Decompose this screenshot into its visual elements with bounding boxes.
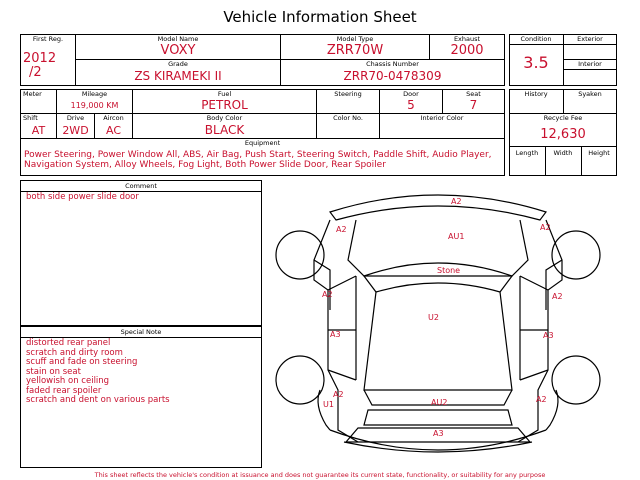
recycle-fee-label: Recycle Fee <box>543 114 583 122</box>
damage-rear-right: A2 <box>536 395 547 404</box>
exhaust-label: Exhaust <box>453 35 481 43</box>
exterior-label: Exterior <box>577 35 603 43</box>
first-reg-label: First Reg. <box>32 35 64 43</box>
recycle-fee-value: 12,630 <box>540 127 586 142</box>
door-cell <box>379 89 443 114</box>
model-type-cell <box>280 34 430 60</box>
roof-outline <box>364 292 512 390</box>
equipment-label: Equipment <box>244 139 281 147</box>
car-diagram <box>268 180 608 470</box>
door-value: 5 <box>407 98 415 112</box>
color-no-cell <box>316 113 380 139</box>
mileage-value: 119,000 KM <box>70 101 119 110</box>
special-note-item: distorted rear panel <box>26 338 111 348</box>
first-reg-year: 2012 <box>23 51 57 66</box>
comment-box <box>20 180 262 326</box>
special-note-list <box>26 339 170 406</box>
body-color-cell <box>132 113 317 139</box>
equipment-text: Power Steering, Power Window All, ABS, Air Bag, Push Start, Steering Switch, Paddle Shift, Audio Player, Navigation System, Alloy Wheels, Fog Light, Both Power Slide Door, Rear Spoiler <box>24 150 492 170</box>
disclaimer-footer: This sheet reflects the vehicle's condition at issuance and does not guarantee its current state, functionality, or suitability for any purpose <box>94 471 546 479</box>
sheet-title: Vehicle Information Sheet <box>223 8 417 26</box>
damage-tailgate: AU2 <box>431 398 448 407</box>
special-note-item: stain on seat <box>26 366 81 377</box>
shift-cell <box>20 113 57 139</box>
body-right-side <box>518 220 562 442</box>
tailgate-outline <box>364 410 512 425</box>
fuel-value: PETROL <box>201 98 248 112</box>
aircon-value: AC <box>105 124 121 137</box>
shift-value: AT <box>31 124 46 137</box>
special-note-item: scuff and fade on steering <box>26 357 138 367</box>
aircon-cell <box>94 113 133 139</box>
fuel-cell <box>132 89 317 114</box>
damage-right-slide-door: A3 <box>543 331 554 340</box>
drive-value: 2WD <box>62 124 89 137</box>
damage-left-slide-door: A3 <box>330 330 341 339</box>
interior-color-cell <box>379 113 505 139</box>
damage-roof: U2 <box>428 313 439 322</box>
damage-front-right: A2 <box>540 223 551 232</box>
wheel-front-right <box>552 231 600 279</box>
grade-label: Grade <box>168 60 188 68</box>
damage-front-bumper: A2 <box>451 197 462 206</box>
damage-rear-left-lower: U1 <box>323 400 334 409</box>
special-note-item: scratch and dent on various parts <box>26 395 170 405</box>
damage-right-front-door: A2 <box>552 292 563 301</box>
meter-cell <box>20 89 57 114</box>
comment-label: Comment <box>125 182 157 190</box>
color-no-label: Color No. <box>333 114 363 122</box>
damage-rear-bumper: A3 <box>433 429 444 438</box>
history-label: History <box>524 90 548 98</box>
chassis-value: ZRR70-0478309 <box>343 69 442 83</box>
drive-label: Drive <box>66 114 85 122</box>
chassis-cell <box>280 59 505 86</box>
first-reg-month: /2 <box>29 65 42 80</box>
special-note-box <box>20 326 262 468</box>
damage-rear-left-quarter: A2 <box>333 390 344 399</box>
mileage-label: Mileage <box>81 90 108 98</box>
height-label: Height <box>588 149 610 157</box>
chassis-label: Chassis Number <box>366 60 419 68</box>
condition-label: Condition <box>520 35 552 43</box>
model-name-value: VOXY <box>160 43 196 58</box>
special-note-item: yellowish on ceiling <box>26 376 110 386</box>
equipment-cell <box>20 138 505 176</box>
wheel-rear-left <box>276 356 324 404</box>
drive-cell <box>56 113 95 139</box>
recycle-fee-cell <box>509 113 617 147</box>
comment-text: both side power slide door <box>26 192 139 202</box>
exhaust-value: 2000 <box>450 43 484 58</box>
interior-label: Interior <box>578 60 602 68</box>
model-name-cell <box>75 34 281 60</box>
syaken-label: Syaken <box>578 90 602 98</box>
special-note-item: faded rear spoiler <box>26 385 102 396</box>
wheel-front-left <box>276 231 324 279</box>
condition-value: 3.5 <box>523 53 549 72</box>
shift-label: Shift <box>23 114 38 122</box>
fuel-label: Fuel <box>217 90 232 98</box>
model-type-label: Model Type <box>336 35 374 43</box>
aircon-label: Aircon <box>103 114 124 122</box>
interior-color-label: Interior Color <box>420 114 464 122</box>
seat-cell <box>442 89 505 114</box>
damage-windshield: Stone <box>437 266 461 275</box>
seat-value: 7 <box>469 98 478 112</box>
front-bumper-outline <box>330 195 546 220</box>
damage-hood: AU1 <box>448 232 465 241</box>
steering-label: Steering <box>334 90 362 98</box>
door-label: Door <box>403 90 419 98</box>
meter-label: Meter <box>23 90 42 98</box>
grade-cell <box>75 59 281 86</box>
length-label: Length <box>515 149 539 157</box>
damage-left-front-door: A2 <box>322 290 333 299</box>
width-label: Width <box>553 149 573 157</box>
first-reg-cell <box>20 34 76 86</box>
steering-cell <box>316 89 380 114</box>
damage-front-left: A2 <box>336 225 347 234</box>
wheel-rear-right <box>552 356 600 404</box>
seat-label: Seat <box>466 90 481 98</box>
exhaust-cell <box>429 34 505 60</box>
model-name-label: Model Name <box>157 35 199 43</box>
special-note-label: Special Note <box>120 328 162 336</box>
body-color-label: Body Color <box>206 114 243 122</box>
special-note-item: scratch and dirty room <box>26 347 123 358</box>
body-color-value: BLACK <box>204 123 245 137</box>
model-type-value: ZRR70W <box>326 43 384 58</box>
grade-value: ZS KIRAMEKI II <box>134 69 222 83</box>
mileage-cell <box>56 89 133 114</box>
